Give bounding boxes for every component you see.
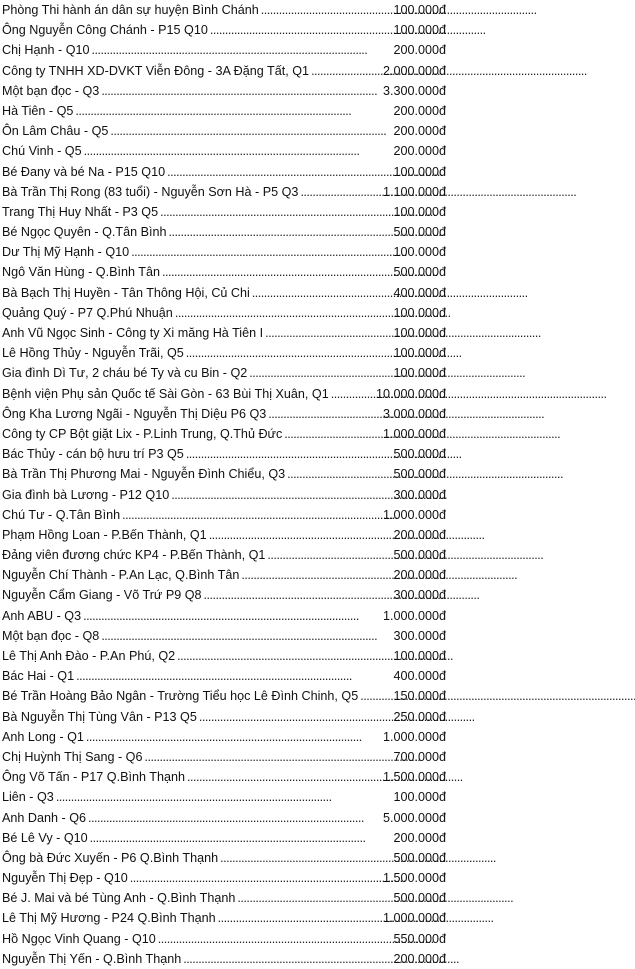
dot-leader — [360, 686, 391, 706]
list-item — [0, 686, 450, 706]
donor-name: Quảng Quý - P7 Q.Phú Nhuận — [2, 305, 173, 320]
dot-leader — [83, 606, 381, 626]
donor-name: Nguyễn Chí Thành - P.An Lạc, Q.Bình Tân — [2, 568, 240, 583]
list-item — [0, 908, 450, 928]
donor-name: Ông Nguyễn Công Chánh - P15 Q10 — [2, 23, 208, 38]
dot-leader — [187, 767, 381, 787]
donor-name: Anh Long - Q1 — [2, 729, 84, 744]
list-item — [0, 585, 450, 605]
list-item — [0, 242, 450, 262]
dot-leader — [175, 303, 392, 323]
dot-leader — [130, 868, 381, 888]
donation-amount: 100.000đ — [393, 366, 446, 381]
donation-amount: 3.300.000đ — [382, 83, 446, 98]
donation-amount: 200.000đ — [393, 830, 446, 845]
donation-amount: 1.000.000đ — [382, 729, 446, 744]
dot-leader — [169, 222, 392, 242]
donation-amount: 700.000đ — [393, 749, 446, 764]
list-item — [0, 323, 450, 343]
donation-amount: 1.500.000đ — [382, 770, 446, 785]
list-item — [0, 424, 450, 444]
donation-amount: 100.000đ — [393, 346, 446, 361]
donation-amount: 1.000.000đ — [382, 426, 446, 441]
donor-name: Một bạn đọc - Q8 — [2, 628, 100, 643]
list-item — [0, 384, 450, 404]
donor-name: Lê Thị Mỹ Hương - P24 Q.Bình Thạnh — [2, 911, 216, 926]
donation-amount: 250.000đ — [393, 709, 446, 724]
donation-amount: 300.000đ — [393, 628, 446, 643]
donor-name: Bác Hai - Q1 — [2, 669, 75, 684]
list-item — [0, 61, 450, 81]
list-item — [0, 283, 450, 303]
donor-name: Chú Vinh - Q5 — [2, 144, 82, 159]
list-item — [0, 505, 450, 525]
donation-amount: 100.000đ — [393, 326, 446, 340]
donation-amount: 1.000.000đ — [382, 507, 446, 522]
dot-leader — [101, 81, 381, 101]
list-item — [0, 141, 450, 161]
donor-name: Bác Thủy - cán bộ hưu trí P3 Q5 — [2, 447, 184, 462]
dot-leader — [177, 646, 391, 666]
donation-amount: 200.000đ — [393, 144, 446, 159]
donation-amount: 500.000đ — [393, 850, 446, 865]
list-item — [0, 828, 450, 848]
donation-amount: 100.000đ — [393, 23, 446, 38]
donor-name: Bà Trần Thị Rong (83 tuổi) - Nguyễn Sơn Hà - P5 Q3 — [2, 184, 299, 199]
donation-amount: 1.100.000đ — [382, 184, 446, 199]
dot-leader — [265, 323, 391, 343]
dot-leader — [88, 808, 381, 828]
dot-leader — [237, 888, 391, 908]
list-item — [0, 787, 450, 807]
dot-leader — [261, 0, 392, 20]
dot-leader — [252, 283, 392, 303]
list-item — [0, 40, 450, 60]
list-item — [0, 747, 450, 767]
donation-amount: 200.000đ — [393, 568, 446, 583]
list-item — [0, 444, 450, 464]
donation-amount: 500.000đ — [393, 447, 446, 462]
donor-name: Một bạn đọc - Q3 — [2, 83, 100, 98]
donation-amount: 500.000đ — [393, 265, 446, 280]
dot-leader — [144, 747, 391, 767]
donor-name: Bà Nguyễn Thị Tùng Vân - P13 Q5 — [2, 709, 197, 724]
donor-name: Lê Hồng Thủy - Nguyễn Trãi, Q5 — [2, 346, 184, 361]
list-item — [0, 162, 450, 182]
donor-name: Nguyễn Thị Đẹp - Q10 — [2, 871, 128, 886]
donor-name: Phạm Hồng Loan - P.Bến Thành, Q1 — [2, 527, 207, 542]
list-item — [0, 182, 450, 202]
list-item — [0, 121, 450, 141]
dot-leader — [76, 666, 391, 686]
donor-name: Anh ABU - Q3 — [2, 608, 82, 623]
dot-leader — [75, 101, 391, 121]
dot-leader — [284, 424, 381, 444]
dot-leader — [162, 262, 391, 282]
dot-leader — [84, 141, 392, 161]
donation-amount: 400.000đ — [393, 669, 446, 684]
list-item — [0, 868, 450, 888]
dot-leader — [131, 242, 391, 262]
donation-amount: 5.000.000đ — [382, 810, 446, 825]
list-item — [0, 222, 450, 242]
donor-name: Bệnh viện Phụ sản Quốc tế Sài Gòn - 63 Bùi Thị Xuân, Q1 — [2, 386, 329, 401]
list-item — [0, 666, 450, 686]
donor-name: Đảng viên đương chức KP4 - P.Bến Thành, Q1 — [2, 548, 266, 563]
donor-name: Gia đình bà Lương - P12 Q10 — [2, 487, 170, 502]
dot-leader — [110, 121, 391, 141]
list-item — [0, 606, 450, 626]
donation-amount: 300.000đ — [393, 588, 446, 603]
list-item — [0, 949, 450, 969]
dot-leader — [90, 828, 392, 848]
donation-amount: 100.000đ — [393, 305, 446, 320]
list-item — [0, 646, 450, 666]
donation-amount: 1.000.000đ — [382, 608, 446, 623]
list-item — [0, 464, 450, 484]
donor-name: Ông Võ Tấn - P17 Q.Bình Thạnh — [2, 770, 185, 785]
donor-name: Bé Đany và bé Na - P15 Q10 — [2, 164, 166, 179]
list-item — [0, 525, 450, 545]
dot-leader — [204, 585, 392, 605]
dot-leader — [209, 525, 392, 545]
donor-name: Nguyễn Thị Yến - Q.Bình Thạnh — [2, 951, 182, 966]
dot-leader — [287, 464, 391, 484]
donor-name: Phòng Thi hành án dân sự huyện Bình Chánh — [2, 3, 259, 17]
donor-name: Bé J. Mai và bé Tùng Anh - Q.Bình Thạnh — [2, 891, 236, 906]
dot-leader — [267, 545, 391, 565]
donation-amount: 500.000đ — [393, 225, 446, 240]
list-item — [0, 0, 450, 20]
donation-amount: 200.000đ — [393, 951, 446, 966]
donor-name: Chú Tư - Q.Tân Bình — [2, 507, 121, 522]
donor-name: Dư Thị Mỹ Hạnh - Q10 — [2, 245, 130, 260]
donation-amount: 500.000đ — [393, 467, 446, 482]
donor-name: Bà Bạch Thị Huyền - Tân Thông Hội, Củ Chi — [2, 285, 250, 300]
donor-name: Bé Lê Vy - Q10 — [2, 830, 88, 845]
dot-leader — [167, 162, 391, 182]
donation-amount: 200.000đ — [393, 103, 446, 118]
donation-amount: 200.000đ — [393, 124, 446, 139]
dot-leader — [311, 61, 381, 81]
list-item — [0, 888, 450, 908]
dot-leader — [183, 949, 391, 969]
dot-leader — [268, 404, 381, 424]
dot-leader — [210, 20, 392, 40]
donor-name: Ông Kha Lương Ngãi - Nguyễn Thị Diệu P6 Q3 — [2, 406, 267, 421]
list-item — [0, 545, 450, 565]
donation-amount: 200.000đ — [393, 43, 446, 58]
donation-amount: 10.000.000đ — [375, 386, 446, 401]
dot-leader — [220, 848, 391, 868]
donor-name: Ông bà Đức Xuyến - P6 Q.Bình Thạnh — [2, 850, 219, 865]
donor-name: Nguyễn Cẩm Giang - Võ Trứ P9 Q8 — [2, 588, 202, 603]
donor-name: Công ty CP Bột giặt Lix - P.Linh Trung, Q.Thủ Đức — [2, 426, 283, 441]
donation-amount: 300.000đ — [393, 487, 446, 502]
donation-amount: 2.000.000đ — [382, 63, 446, 78]
dot-leader — [122, 505, 381, 525]
donation-amount: 400.000đ — [393, 285, 446, 300]
donor-name: Liên - Q3 — [2, 790, 54, 805]
donation-amount: 100.000đ — [393, 649, 446, 663]
donation-amount: 500.000đ — [393, 891, 446, 906]
list-item — [0, 848, 450, 868]
list-item — [0, 808, 450, 828]
donation-amount: 1.500.000đ — [382, 871, 446, 886]
donor-name: Gia đình Dì Tư, 2 cháu bé Ty và cu Bin - Q2 — [2, 366, 248, 381]
donor-name: Hồ Ngọc Vinh Quang - Q10 — [2, 931, 156, 946]
donation-amount: 500.000đ — [393, 548, 446, 563]
list-item — [0, 343, 450, 363]
donation-amount: 100.000đ — [393, 204, 446, 219]
donor-name: Ôn Lâm Châu - Q5 — [2, 124, 109, 139]
list-item — [0, 101, 450, 121]
list-item — [0, 485, 450, 505]
list-item — [0, 303, 450, 323]
list-item — [0, 20, 450, 40]
dot-leader — [158, 929, 392, 949]
list-item — [0, 707, 450, 727]
list-item — [0, 202, 450, 222]
dot-leader — [331, 384, 374, 404]
list-item — [0, 262, 450, 282]
dot-leader — [160, 202, 391, 222]
list-item — [0, 404, 450, 424]
dot-leader — [300, 182, 381, 202]
donor-name: Trang Thị Huy Nhất - P3 Q5 — [2, 204, 159, 219]
dot-leader — [249, 363, 391, 383]
dot-leader — [92, 40, 392, 60]
donor-name: Ngô Văn Hùng - Q.Bình Tân — [2, 265, 160, 280]
list-item — [0, 81, 450, 101]
dot-leader — [56, 787, 392, 807]
dot-leader — [199, 707, 392, 727]
donor-name: Anh Vũ Ngọc Sinh - Công ty Xi măng Hà Tiên I — [2, 326, 264, 340]
dot-leader — [186, 444, 392, 464]
dot-leader — [101, 626, 391, 646]
donation-amount: 3.000.000đ — [382, 406, 446, 421]
donor-name: Hà Tiên - Q5 — [2, 103, 74, 118]
dot-leader — [218, 908, 381, 928]
donation-amount: 100.000đ — [393, 245, 446, 260]
donor-name: Chị Huỳnh Thị Sang - Q6 — [2, 749, 143, 764]
list-item — [0, 767, 450, 787]
donation-amount: 100.000đ — [393, 164, 446, 179]
donation-amount: 1.000.000đ — [382, 911, 446, 926]
donor-name: Bé Ngọc Quyên - Q.Tân Bình — [2, 225, 167, 240]
donor-name: Anh Danh - Q6 — [2, 810, 87, 825]
list-item — [0, 727, 450, 747]
donation-amount: 100.000đ — [393, 3, 446, 17]
dot-leader — [186, 343, 392, 363]
dot-leader — [171, 485, 391, 505]
list-item — [0, 929, 450, 949]
list-item — [0, 363, 450, 383]
donation-amount: 200.000đ — [393, 527, 446, 542]
donor-name: Lê Thị Anh Đào - P.An Phú, Q2 — [2, 649, 176, 663]
donation-amount: 100.000đ — [393, 790, 446, 805]
donor-name: Bé Trần Hoàng Bảo Ngân - Trường Tiểu học Lê Đình Chinh, Q5 — [2, 689, 359, 704]
dot-leader — [86, 727, 381, 747]
donor-name: Bà Trần Thị Phương Mai - Nguyễn Đình Chiểu, Q3 — [2, 467, 286, 482]
list-item — [0, 565, 450, 585]
list-item — [0, 626, 450, 646]
donor-name: Công ty TNHH XD-DVKT Viễn Đông - 3A Đặng Tất, Q1 — [2, 63, 310, 78]
dot-leader — [241, 565, 391, 585]
donor-name: Chị Hạnh - Q10 — [2, 43, 90, 58]
donation-amount: 550.000đ — [393, 931, 446, 946]
donation-amount: 150.000đ — [393, 689, 446, 704]
